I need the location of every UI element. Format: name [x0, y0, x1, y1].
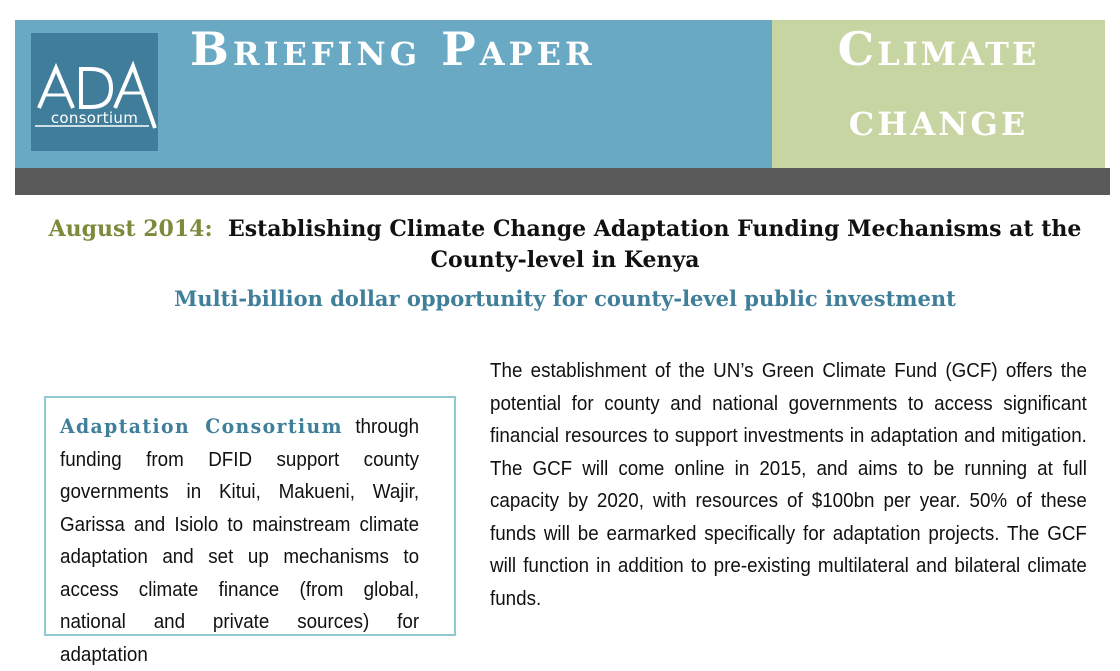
- body-paragraph: The establishment of the UN’s Green Climate Fund (GCF) offers the potential for county and national governments to access significant financial resources to support investments in adaptation and mitigation. The GCF will come online in 2015, and aims to be running at full capacity by 2020, with resources of $100bn per year. 50% of these funds will be earmarked specifically for adaptation projects. The GCF will function in addition to pre-existing multilateral and bilateral climate funds.: [490, 360, 1087, 610]
- info-box: [44, 396, 456, 666]
- info-box-body: through funding from DFID support county governments in Kitui, Makueni, Wajir, Garissa and Isiolo to mainstream climate adaptation and set up mechanisms to access climate finance (from global, national and private sources) for adaptation: [60, 416, 420, 666]
- headline-date: August 2014:: [48, 216, 213, 242]
- headline-text: Establishing Climate Change Adaptation Funding Mechanisms at the County-level in Kenya: [227, 216, 1082, 273]
- logo-subtitle: consortium: [50, 109, 139, 127]
- info-box-highlight: Adaptation Consortium: [60, 414, 343, 438]
- ada-consortium-logo: [31, 33, 158, 151]
- page-title: Briefing Paper: [190, 22, 596, 76]
- topic-line-1: Climate: [837, 22, 1040, 76]
- topic-line-2: change: [848, 92, 1029, 146]
- subheadline: Multi-billion dollar opportunity for county-level public investment: [174, 286, 956, 311]
- headline: [20, 214, 1110, 276]
- info-box-text: [60, 410, 419, 671]
- header-divider: [15, 168, 1110, 195]
